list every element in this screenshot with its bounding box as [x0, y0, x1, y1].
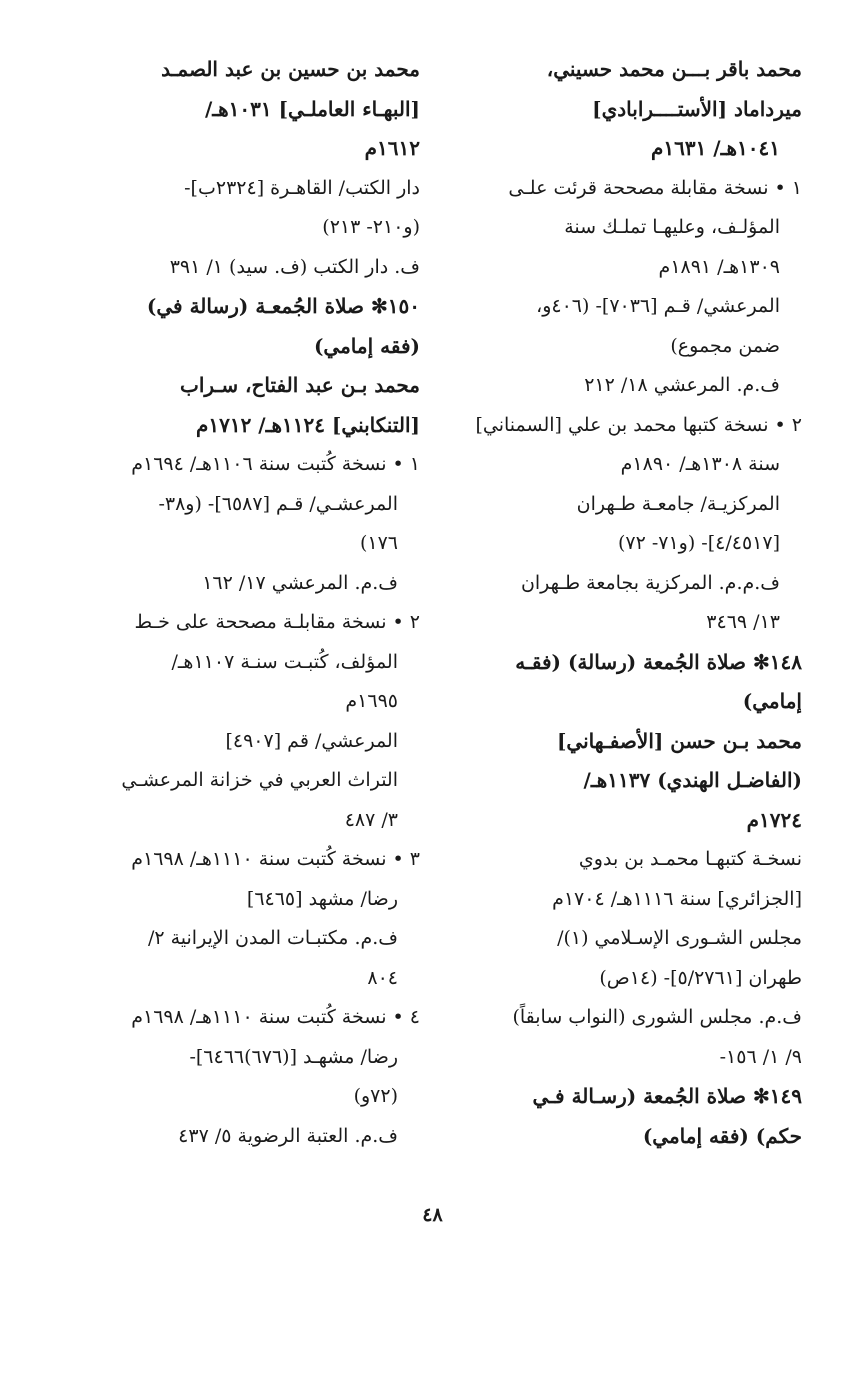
- text-line: المرعشي/ قم [٤٩٠٧]: [225, 729, 398, 752]
- text-line: (فقه إمامي): [313, 333, 420, 358]
- text-line: ف.م.م. المركزية بجامعة طـهران: [520, 571, 780, 594]
- text-line: ٤ • نسخة كُتبت سنة ١١١٠هـ/ ١٦٩٨م: [131, 1006, 420, 1028]
- page-number: ٤٨: [422, 1204, 443, 1226]
- text-line: المرعشـي/ قـم [٦٥٨٧]- (و٣٨-: [158, 492, 398, 515]
- text-line: ١٠٤١هـ/ ١٦٣١م: [650, 136, 780, 160]
- text-line: المركزيـة/ جامعـة طـهران: [576, 492, 780, 515]
- text-line: دار الكتب/ القاهـرة [٢٣٢٤ب]-: [184, 176, 420, 199]
- text-line: ف.م. المرعشي ١٨/ ٢١٢: [584, 374, 780, 396]
- text-line: نسخـة كتبهـا محمـد بن بدوي: [578, 848, 802, 870]
- text-line: [البهـاء العاملـي] ١٠٣١هـ/: [204, 96, 420, 121]
- text-line: [التنكابني] ١١٢٤هـ/ ١٧١٢م: [195, 412, 420, 437]
- text-line: حكم) (فقه إمامي): [642, 1123, 802, 1148]
- text-line: [٤/٤٥١٧]- (و٧١- ٧٢): [617, 532, 780, 554]
- text-line: إمامي): [742, 689, 802, 713]
- text-line: محمد باقر بـــن محمد حسيني،: [546, 57, 802, 81]
- text-line: ١٥٠✻ صلاة الجُمعـة (رسالة في): [146, 294, 420, 318]
- text-line: ف. دار الكتب (ف. سيد) ١/ ٣٩١: [169, 255, 420, 278]
- text-line: رضا/ مشهد [٦٤٦٥]: [246, 887, 398, 910]
- text-line: ف.م. مكتبـات المدن الإيرانية ٢/: [147, 927, 398, 949]
- text-line: ١٦١٢م: [364, 136, 420, 160]
- text-line: سنة ١٣٠٨هـ/ ١٨٩٠م: [620, 453, 780, 475]
- right-column: [462, 50, 802, 1156]
- text-line: ٣ • نسخة كُتبت سنة ١١١٠هـ/ ١٦٩٨م: [131, 848, 420, 870]
- text-line: التراث العربي في خزانة المرعشـي: [121, 769, 398, 791]
- left-column: [80, 50, 420, 1156]
- text-line: ميرداماد [الأستــــرابادي]: [592, 96, 802, 121]
- text-line: ١ • نسخة كُتبت سنة ١١٠٦هـ/ ١٦٩٤م: [131, 453, 420, 475]
- text-line: ف.م. المرعشي ١٧/ ١٦٢: [202, 571, 398, 594]
- text-line: ف.م. العتبة الرضوية ٥/ ٤٣٧: [178, 1124, 398, 1147]
- text-line: المؤلف، كُتبـت سنـة ١١٠٧هـ/: [171, 650, 398, 673]
- text-line: ٨٠٤: [367, 966, 398, 989]
- text-line: (و٢١٠- ٢١٣): [322, 216, 420, 238]
- text-line: ٢ • نسخة كتبها محمد بن علي [السمناني]: [475, 413, 802, 436]
- text-line: (٧٢و): [353, 1085, 398, 1107]
- text-line: ضمن مجموع): [670, 334, 780, 357]
- text-line: طهران [٥/٢٧٦١]- (١٤ص): [599, 966, 802, 989]
- text-line: مجلس الشـورى الإسـلامي (١)/: [557, 927, 802, 949]
- text-line: المؤلـف، وعليهـا تملـك سنة: [564, 216, 780, 238]
- text-line: ١٤٩✻ صلاة الجُمعة (رسـالة فـي: [532, 1084, 802, 1108]
- text-line: ٢ • نسخة مقابلـة مصححة على خـط: [134, 611, 420, 633]
- text-line: ١٣/ ٣٤٦٩: [706, 611, 780, 633]
- text-line: محمد بـن عبد الفتاح، سـراب: [180, 373, 420, 397]
- text-line: ٩/ ١/ ١٥٦-: [719, 1045, 802, 1068]
- text-line: رضا/ مشهـد [(٦٧٦)٦٤٦٦]-: [189, 1045, 398, 1068]
- text-line: محمد بن حسين بن عبد الصمـد: [161, 57, 420, 81]
- text-line: ١٤٨✻ صلاة الجُمعة (رسالة) (فقـه: [515, 649, 802, 674]
- text-line: ١٦٩٥م: [345, 690, 398, 712]
- text-line: ٣/ ٤٨٧: [344, 808, 398, 831]
- text-line: ١ • نسخة مقابلة مصححة قرئت علـى: [508, 176, 802, 199]
- text-line: المرعشي/ قـم [٧٠٣٦]- (٤٠٦و،: [536, 295, 780, 317]
- text-line: محمد بـن حسن [الأصفـهاني]: [556, 728, 802, 753]
- text-line: ف.م. مجلس الشورى (النواب سابقاً): [512, 1006, 802, 1028]
- text-line: ١٧٦): [359, 532, 398, 554]
- text-line: ١٣٠٩هـ/ ١٨٩١م: [658, 255, 780, 278]
- text-line: (الفاضـل الهندي) ١١٣٧هـ/: [583, 768, 802, 792]
- text-line: ١٧٢٤م: [746, 807, 802, 832]
- text-line: [الجزائري] سنة ١١١٦هـ/ ١٧٠٤م: [552, 887, 802, 910]
